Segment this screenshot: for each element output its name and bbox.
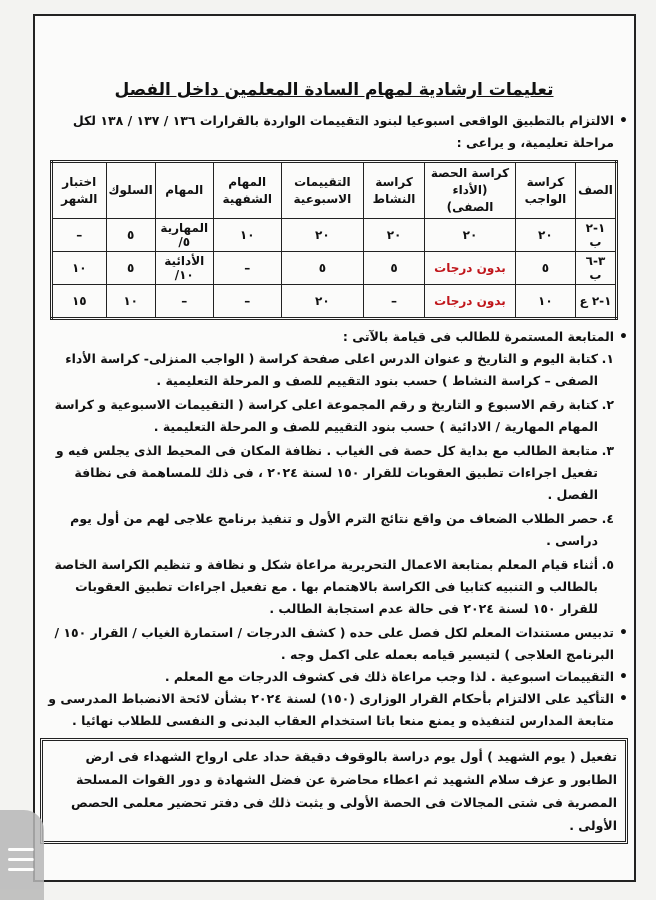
table-cell: ٢٠ — [281, 219, 363, 252]
table-cell: ٢٠ — [363, 219, 424, 252]
table-cell: ٥ — [106, 219, 155, 252]
table-header: كراسة النشاط — [363, 162, 424, 219]
table-cell: ٥ — [363, 252, 424, 285]
bullet-decree: • التأكيد على الالتزام بأحكام القرار الوزارى (١٥٠) لسنة ٢٠٢٤ بشأن لائحة الانضباط المدرسى و متابعة المدارس لتنفيذه و يمنع منعا باتا استخدام العقاب البدنى و النفسى للطلاب نهائيا . — [40, 688, 628, 732]
table-cell: – — [213, 252, 281, 285]
list-item: ٥. أثناء قيام المعلم بمتابعة الاعمال التحريرية مراعاة شكل و نظافة و تنظيم الكراسة الخاصة بالطالب و التنبيه كتابيا فى الكراسة بالاهتمام بها . مع تفعيل اجراءات تطبيق العقوبات للقرار ١٥٠ لسنة ٢٠٢٤ فى حالة عدم استجابة الطالب . — [54, 557, 614, 616]
table-cell: ١٠ — [52, 252, 107, 285]
table-header: كراسة الحصة (الأداء الصفى) — [425, 162, 516, 219]
table-row — [52, 285, 617, 319]
table-header: المهام الشفهية — [213, 162, 281, 219]
table-header-row — [52, 162, 617, 219]
list-item: ٤. حصر الطلاب الضعاف من واقع نتائج الترم الأول و تنفيذ برنامج علاجى لهم من أول يوم دراسى . — [70, 511, 614, 548]
table-header: الصف — [575, 162, 616, 219]
table-row — [52, 252, 617, 285]
table-cell: ٥ — [281, 252, 363, 285]
list-item: ٣. متابعة الطالب مع بداية كل حصة فى الغياب . نظافة المكان فى المحيط الذى يجلس فيه و تفعيل اجراءات تطبيق العقوبات للقرار ١٥٠ لسنة ٢٠٢٤ ، فى ذلك للمساهمة فى نظافة الفصل . — [55, 443, 614, 502]
followup-list — [40, 348, 628, 620]
grades-table — [50, 160, 618, 320]
table-cell: المهارية ٥/ — [155, 219, 213, 252]
table-cell: ٢٠ — [425, 219, 516, 252]
table-cell: – — [52, 219, 107, 252]
table-cell: ١٠ — [213, 219, 281, 252]
table-cell: – — [213, 285, 281, 319]
martyr-day-note: تفعيل ( يوم الشهيد ) أول يوم دراسة بالوقوف دقيقة حداد على ارواح الشهداء فى ارض الطابور و عزف سلام الشهيد ثم اعطاء محاضرة عن فضل الشهادة و دور القوات المسلحة المصرية فى شتى المجالات فى الحصة الأولى و يثبت ذلك فى دفتر تحضير معلمى الحصص الأولى . — [40, 738, 628, 844]
table-cell: – — [155, 285, 213, 319]
table-header: كراسة الواجب — [515, 162, 575, 219]
table-cell: ١-٢ ب — [575, 219, 616, 252]
bullet-weekly: • التقييمات اسبوعية . لذا وجب مراعاة ذلك فى كشوف الدرجات مع المعلم . — [40, 666, 628, 688]
table-cell: ٥ — [515, 252, 575, 285]
table-cell: ١٠ — [515, 285, 575, 319]
table-header: اختبار الشهر — [52, 162, 107, 219]
table-cell: الأدائية ١٠/ — [155, 252, 213, 285]
followup-heading: • المتابعة المستمرة للطالب فى قيامة بالآتى : — [40, 326, 628, 348]
table-cell: ١٠ — [106, 285, 155, 319]
table-header: المهام — [155, 162, 213, 219]
table-cell: ٢٠ — [515, 219, 575, 252]
list-item: ١. كتابة اليوم و التاريخ و عنوان الدرس اعلى صفحة كراسة ( الواجب المنزلى- كراسة الأداء الصفى – كراسة النشاط ) حسب بنود التقييم للصف و المرحلة التعليمية . — [65, 351, 614, 388]
table-cell: ٣-٦ ب — [575, 252, 616, 285]
bullet-documents: • تدبيس مستندات المعلم لكل فصل على حده ( كشف الدرجات / استمارة الغياب / القرار ١٥٠ / البرنامج العلاجى ) لتيسير قيامه بعمله على اكمل وجه . — [40, 622, 628, 666]
intro-bullet: • الالتزام بالتطبيق الواقعى اسبوعيا لبنود التقييمات الواردة بالقرارات ١٣٦ / ١٣٧ / ١٣٨ لكل مراحلة تعليمية، و يراعى : — [40, 110, 628, 154]
table-cell: ١-٢ ع — [575, 285, 616, 319]
table-cell: بدون درجات — [425, 285, 516, 319]
table-cell: – — [363, 285, 424, 319]
table-header: السلوك — [106, 162, 155, 219]
table-cell: بدون درجات — [425, 252, 516, 285]
table-header: التقييمات الاسبوعية — [281, 162, 363, 219]
page-title: تعليمات ارشادية لمهام السادة المعلمين داخل الفصل — [114, 80, 554, 100]
document-body — [40, 80, 628, 844]
table-cell: ٥ — [106, 252, 155, 285]
list-item: ٢. كتابة رقم الاسبوع و التاريخ و رقم المجموعة اعلى كراسة ( التقييمات الاسبوعية و كراسة المهام المهارية / الادائية ) حسب بنود التقييم للصف و المرحلة التعليمية . — [54, 397, 614, 434]
table-cell: ١٥ — [52, 285, 107, 319]
table-cell: ٢٠ — [281, 285, 363, 319]
table-row — [52, 219, 617, 252]
menu-icon[interactable] — [0, 810, 44, 900]
